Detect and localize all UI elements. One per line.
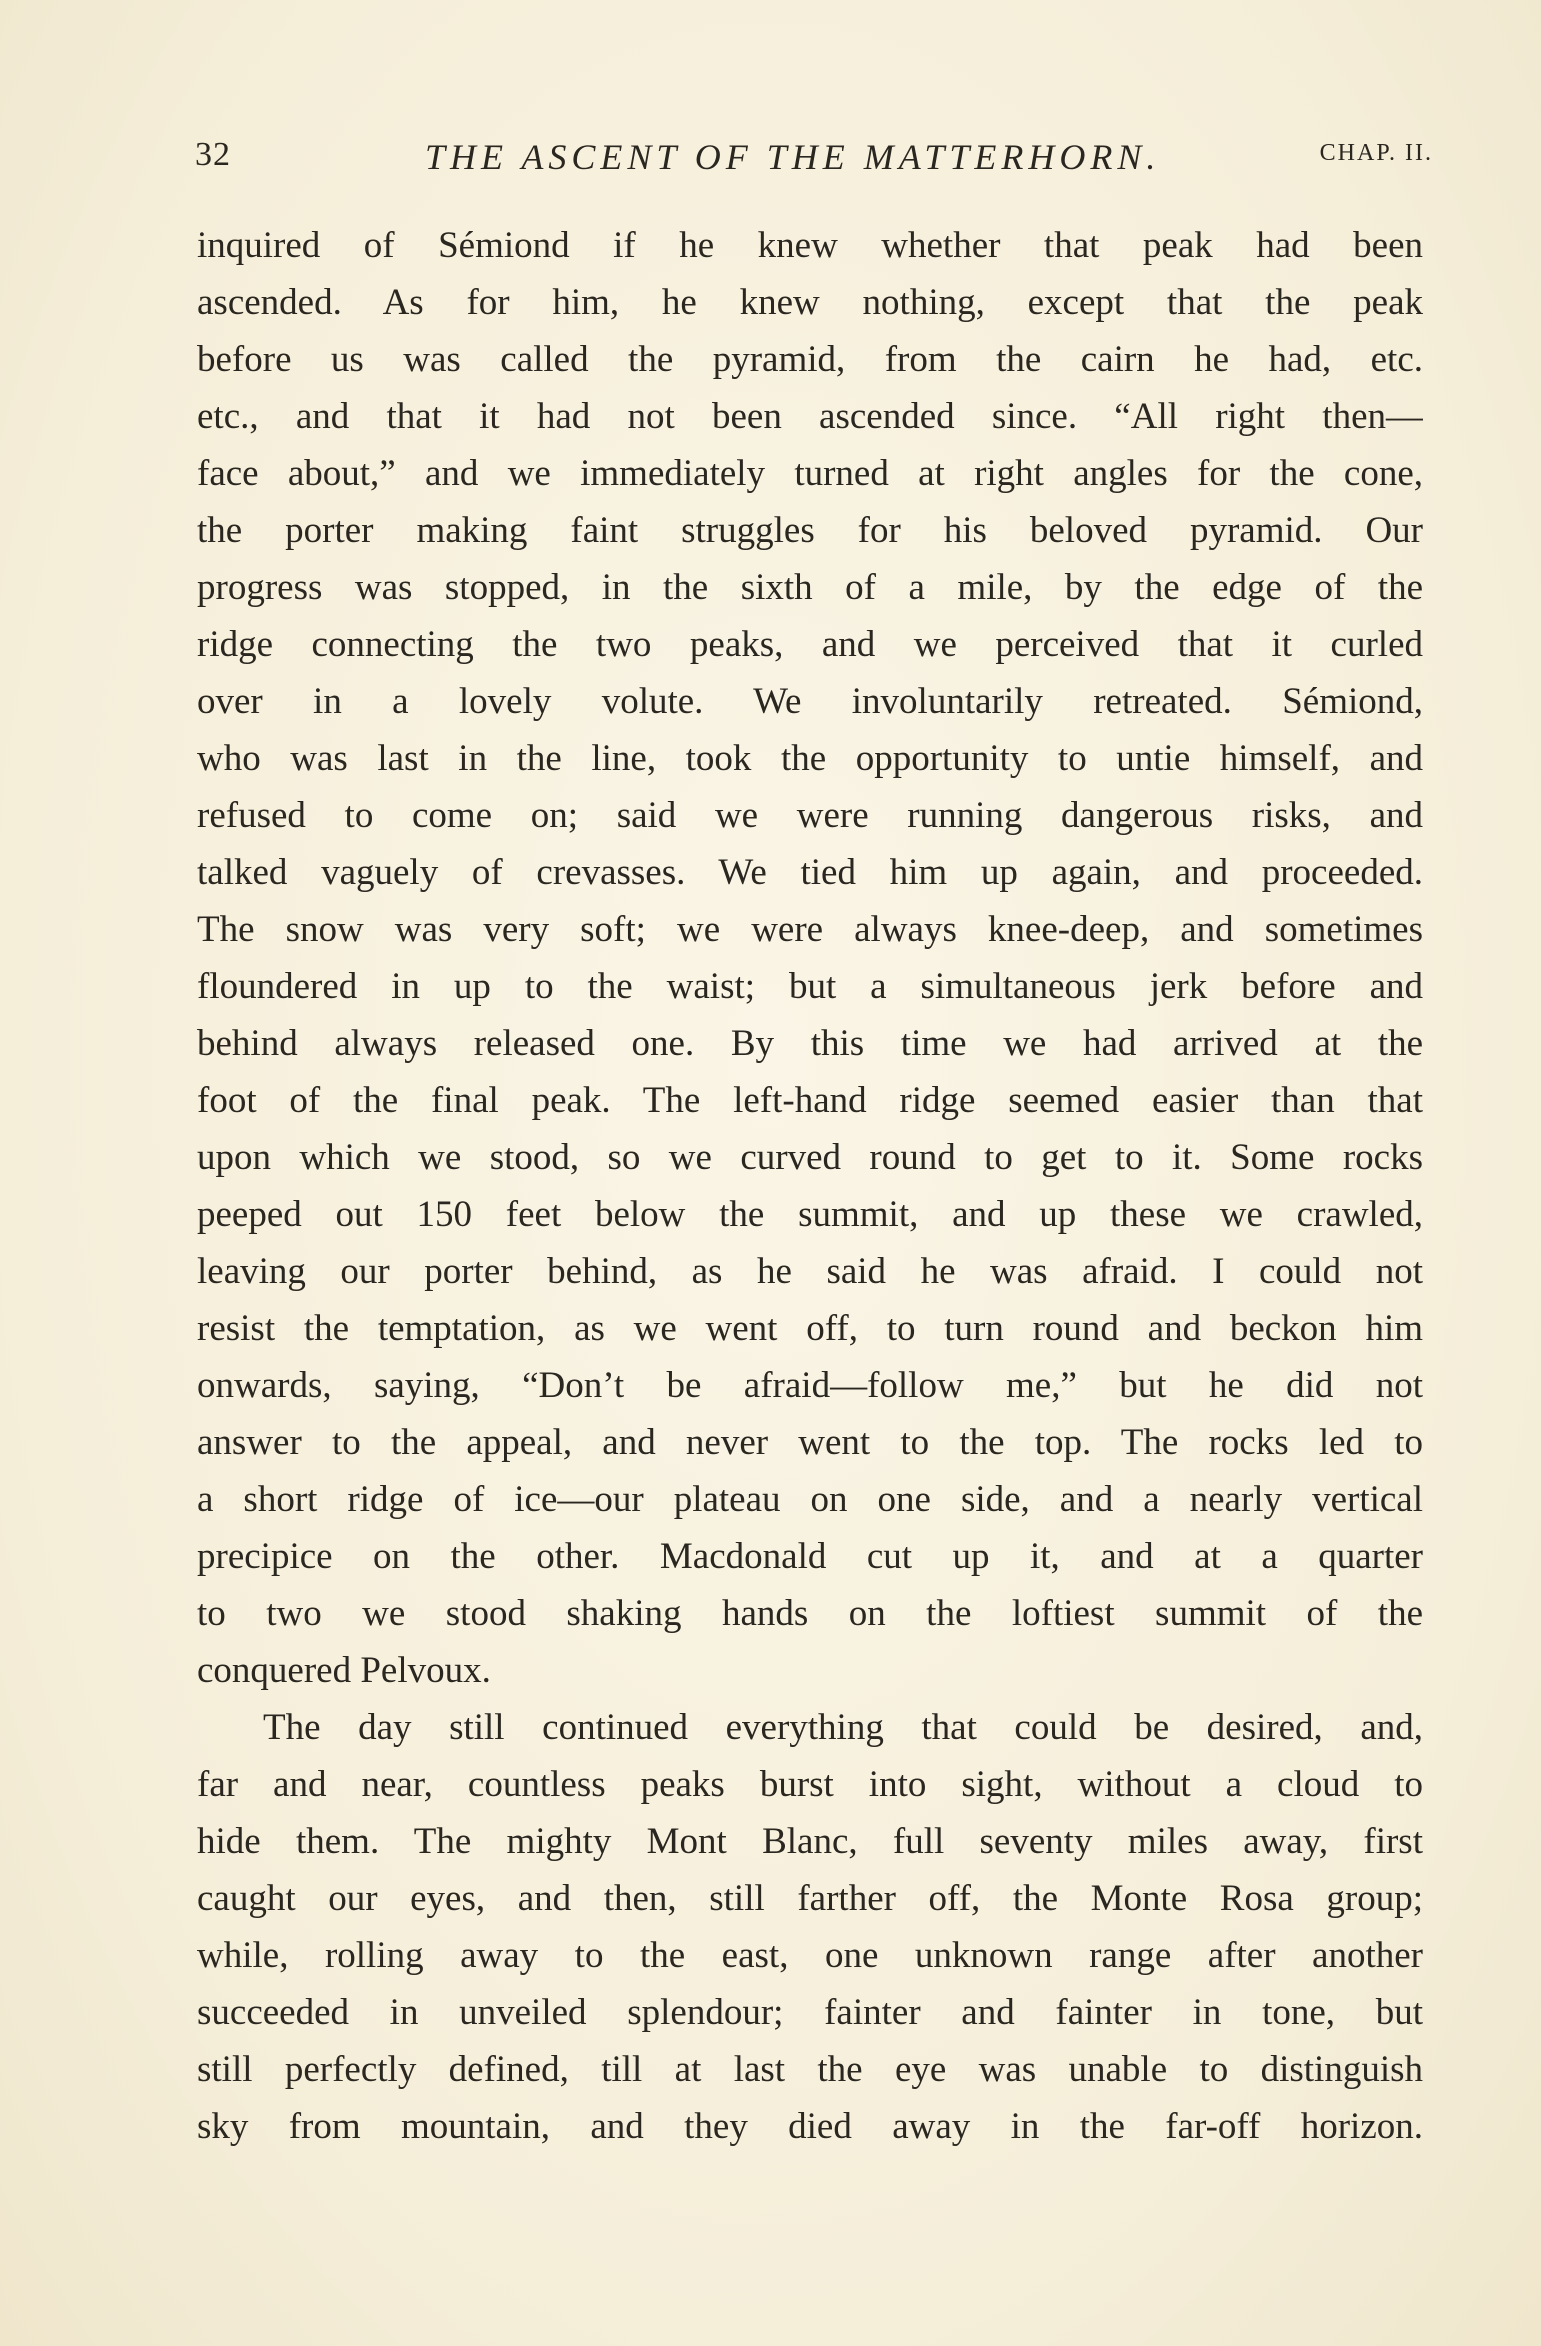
text-line: behind always released one. By this time we had arrived at the	[197, 1023, 1423, 1064]
running-title: THE ASCENT OF THE MATTERHORN.	[425, 137, 1161, 177]
text-line: The snow was very soft; we were always knee-deep, and sometimes	[197, 909, 1423, 950]
page-number: 32	[195, 136, 231, 173]
text-line: face about,” and we immediately turned at right angles for the cone,	[197, 453, 1423, 494]
text-line: who was last in the line, took the opportunity to untie himself, and	[197, 738, 1423, 779]
text-line: foot of the final peak. The left-hand ridge seemed easier than that	[197, 1080, 1423, 1121]
text-line: while, rolling away to the east, one unknown range after another	[197, 1935, 1423, 1976]
text-line: sky from mountain, and they died away in the far-off horizon.	[197, 2106, 1423, 2147]
text-line: ridge connecting the two peaks, and we perceived that it curled	[197, 624, 1423, 665]
text-line: floundered in up to the waist; but a simultaneous jerk before and	[197, 966, 1423, 1007]
text-line: onwards, saying, “Don’t be afraid—follow me,” but he did not	[197, 1365, 1423, 1406]
text-line: hide them. The mighty Mont Blanc, full seventy miles away, first	[197, 1821, 1423, 1862]
text-line: precipice on the other. Macdonald cut up it, and at a quarter	[197, 1536, 1423, 1577]
text-line: succeeded in unveiled splendour; fainter and fainter in tone, but	[197, 1992, 1423, 2033]
text-line: conquered Pelvoux.	[197, 1650, 491, 1691]
text-line: peeped out 150 feet below the summit, and up these we crawled,	[197, 1194, 1423, 1235]
text-line: far and near, countless peaks burst into sight, without a cloud to	[197, 1764, 1423, 1805]
chapter-label: CHAP. II.	[1319, 140, 1433, 166]
text-line: leaving our porter behind, as he said he was afraid. I could not	[197, 1251, 1423, 1292]
text-line: inquired of Sémiond if he knew whether that peak had been	[197, 225, 1423, 266]
text-line: The day still continued everything that could be desired, and,	[263, 1707, 1423, 1748]
body-text	[197, 217, 1423, 2155]
text-line: ascended. As for him, he knew nothing, except that the peak	[197, 282, 1423, 323]
text-line: over in a lovely volute. We involuntarily retreated. Sémiond,	[197, 681, 1423, 722]
text-line: resist the temptation, as we went off, to turn round and beckon him	[197, 1308, 1423, 1349]
text-line: etc., and that it had not been ascended since. “All right then—	[197, 396, 1423, 437]
text-line: talked vaguely of crevasses. We tied him up again, and proceeded.	[197, 852, 1423, 893]
text-line: upon which we stood, so we curved round to get to it. Some rocks	[197, 1137, 1423, 1178]
text-line: before us was called the pyramid, from the cairn he had, etc.	[197, 339, 1423, 380]
text-line: answer to the appeal, and never went to the top. The rocks led to	[197, 1422, 1423, 1463]
text-line: still perfectly defined, till at last the eye was unable to distinguish	[197, 2049, 1423, 2090]
text-line: to two we stood shaking hands on the loftiest summit of the	[197, 1593, 1423, 1634]
text-line: a short ridge of ice—our plateau on one side, and a nearly vertical	[197, 1479, 1423, 1520]
text-line: caught our eyes, and then, still farther off, the Monte Rosa group;	[197, 1878, 1423, 1919]
running-header	[195, 136, 1435, 196]
paragraph-2	[197, 1699, 1423, 2155]
paragraph-1	[197, 217, 1423, 1699]
text-line: the porter making faint struggles for his beloved pyramid. Our	[197, 510, 1423, 551]
text-line: refused to come on; said we were running dangerous risks, and	[197, 795, 1423, 836]
text-line: progress was stopped, in the sixth of a mile, by the edge of the	[197, 567, 1423, 608]
